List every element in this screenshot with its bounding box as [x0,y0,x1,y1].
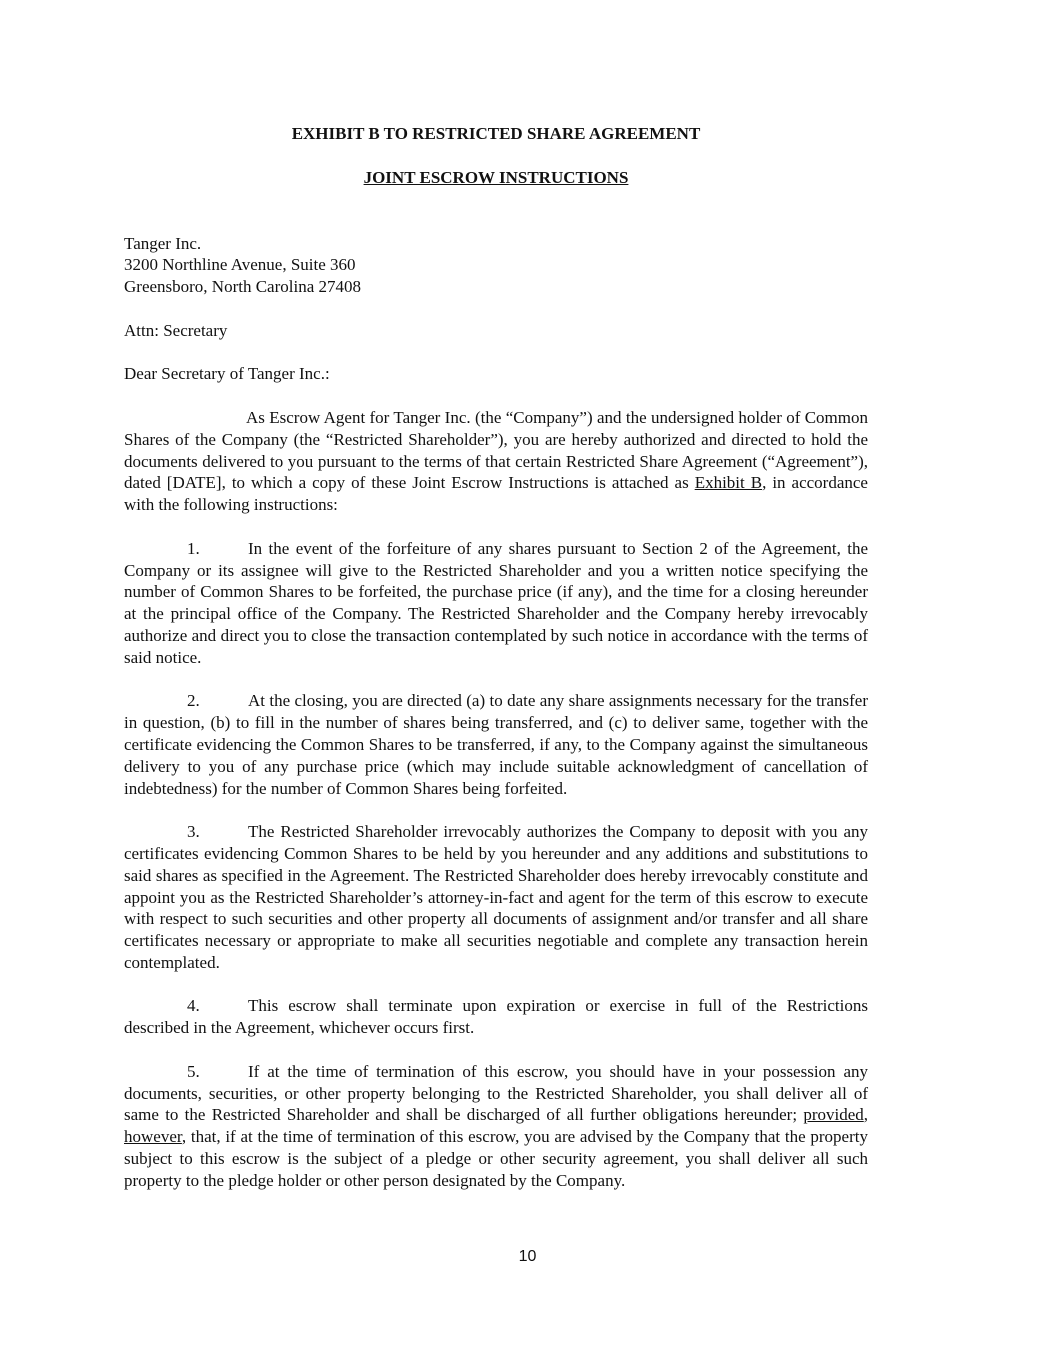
page-number: 10 [518,1248,537,1265]
item-text: The Restricted Shareholder irrevocably authorizes the Company to deposit with you any certificates evidencing Common Shares to be held by you hereunder and any additions and substitutions to said shares as specified in the Agreement. The Restricted Shareholder does hereby irrevocably constitute and appoint you as the Restricted Shareholder’s attorney-in-fact and agent for the term of this escrow to execute with respect to such securities and other property all documents of assignment and/or transfer and all share certificates necessary or appropriate to make all securities negotiable and complete any transaction herein contemplated. [124,822,868,972]
item-text: In the event of the forfeiture of any shares pursuant to Section 2 of the Agreement, the Company or its assignee will give to the Restricted Shareholder and you a written notice specifying the number of Common Shares to be forfeited, the purchase price (if any), and the time for a closing hereunder at the principal office of the Company. The Restricted Shareholder and the Company hereby irrevocably authorize and direct you to close the transaction contemplated by such notice in accordance with the terms of said notice. [124,538,868,667]
item-text-after: , that, if at the time of termination of this escrow, you are advised by the Company that the property subject to this escrow is the subject of a pledge or other security agreement, you shall deliver all such property to the pledge holder or other person designated by the Company. [124,1127,868,1190]
instruction-item-2 [124,690,868,799]
item-text: This escrow shall terminate upon expiration or exercise in full of the Restrictions described in the Agreement, whichever occurs first. [124,996,868,1038]
document-page [124,123,868,1192]
address-street: 3200 Northline Avenue, Suite 360 [124,255,356,275]
item-number: 3. [187,822,200,842]
item-number: 1. [187,538,200,558]
address-city: Greensboro, North Carolina 27408 [124,277,362,297]
address-company: Tanger Inc. [124,233,202,253]
intro-text-before: As Escrow Agent for Tanger Inc. (the “Company”) and the undersigned holder of Common Shares of the Company (the “Restricted Shareholder”), you are hereby authorized and directed to hold the documents delivered to you pursuant to the terms of that certain Restricted Share Agreement (“Agreement”), dated [DATE], to which a copy of these Joint Escrow Instructions is attached as [124,407,868,493]
intro-text-after: , in accordance with the following instructions: [124,473,868,515]
instruction-item-5 [124,1061,868,1192]
document-subtitle: JOINT ESCROW INSTRUCTIONS [363,167,629,187]
attention-line: Attn: Secretary [124,320,228,340]
intro-paragraph [124,407,868,516]
provided-term: provided [803,1105,864,1125]
instruction-item-4 [124,995,868,1039]
item-number: 5. [187,1061,200,1081]
item-text: At the closing, you are directed (a) to date any share assignments necessary for the transfer in question, (b) to fill in the number of shares being transferred, and (c) to deliver same, together with the certificate evidencing the Common Shares to be transferred, if any, to the Company against the simultaneous delivery to you of any purchase price (which may include suitable acknowledgment of cancellation of indebtedness) for the number of Common Shares being forfeited. [124,691,868,798]
instruction-item-1 [124,538,868,669]
item-number: 4. [187,996,200,1016]
exhibit-reference: Exhibit B [694,473,763,493]
item-text-before: If at the time of termination of this escrow, you should have in your possession any documents, securities, or other property belonging to the Restricted Shareholder, you shall deliver all of same to the Restricted Shareholder and shall be discharged of all further obligations hereunder; [124,1061,868,1125]
however-term: however [124,1127,182,1147]
salutation: Dear Secretary of Tanger Inc.: [124,364,330,384]
address-block [124,233,868,298]
item-number: 2. [187,691,200,711]
exhibit-title: EXHIBIT B TO RESTRICTED SHARE AGREEMENT [291,124,701,143]
instruction-item-3 [124,821,868,974]
item-separator: , [863,1105,868,1125]
